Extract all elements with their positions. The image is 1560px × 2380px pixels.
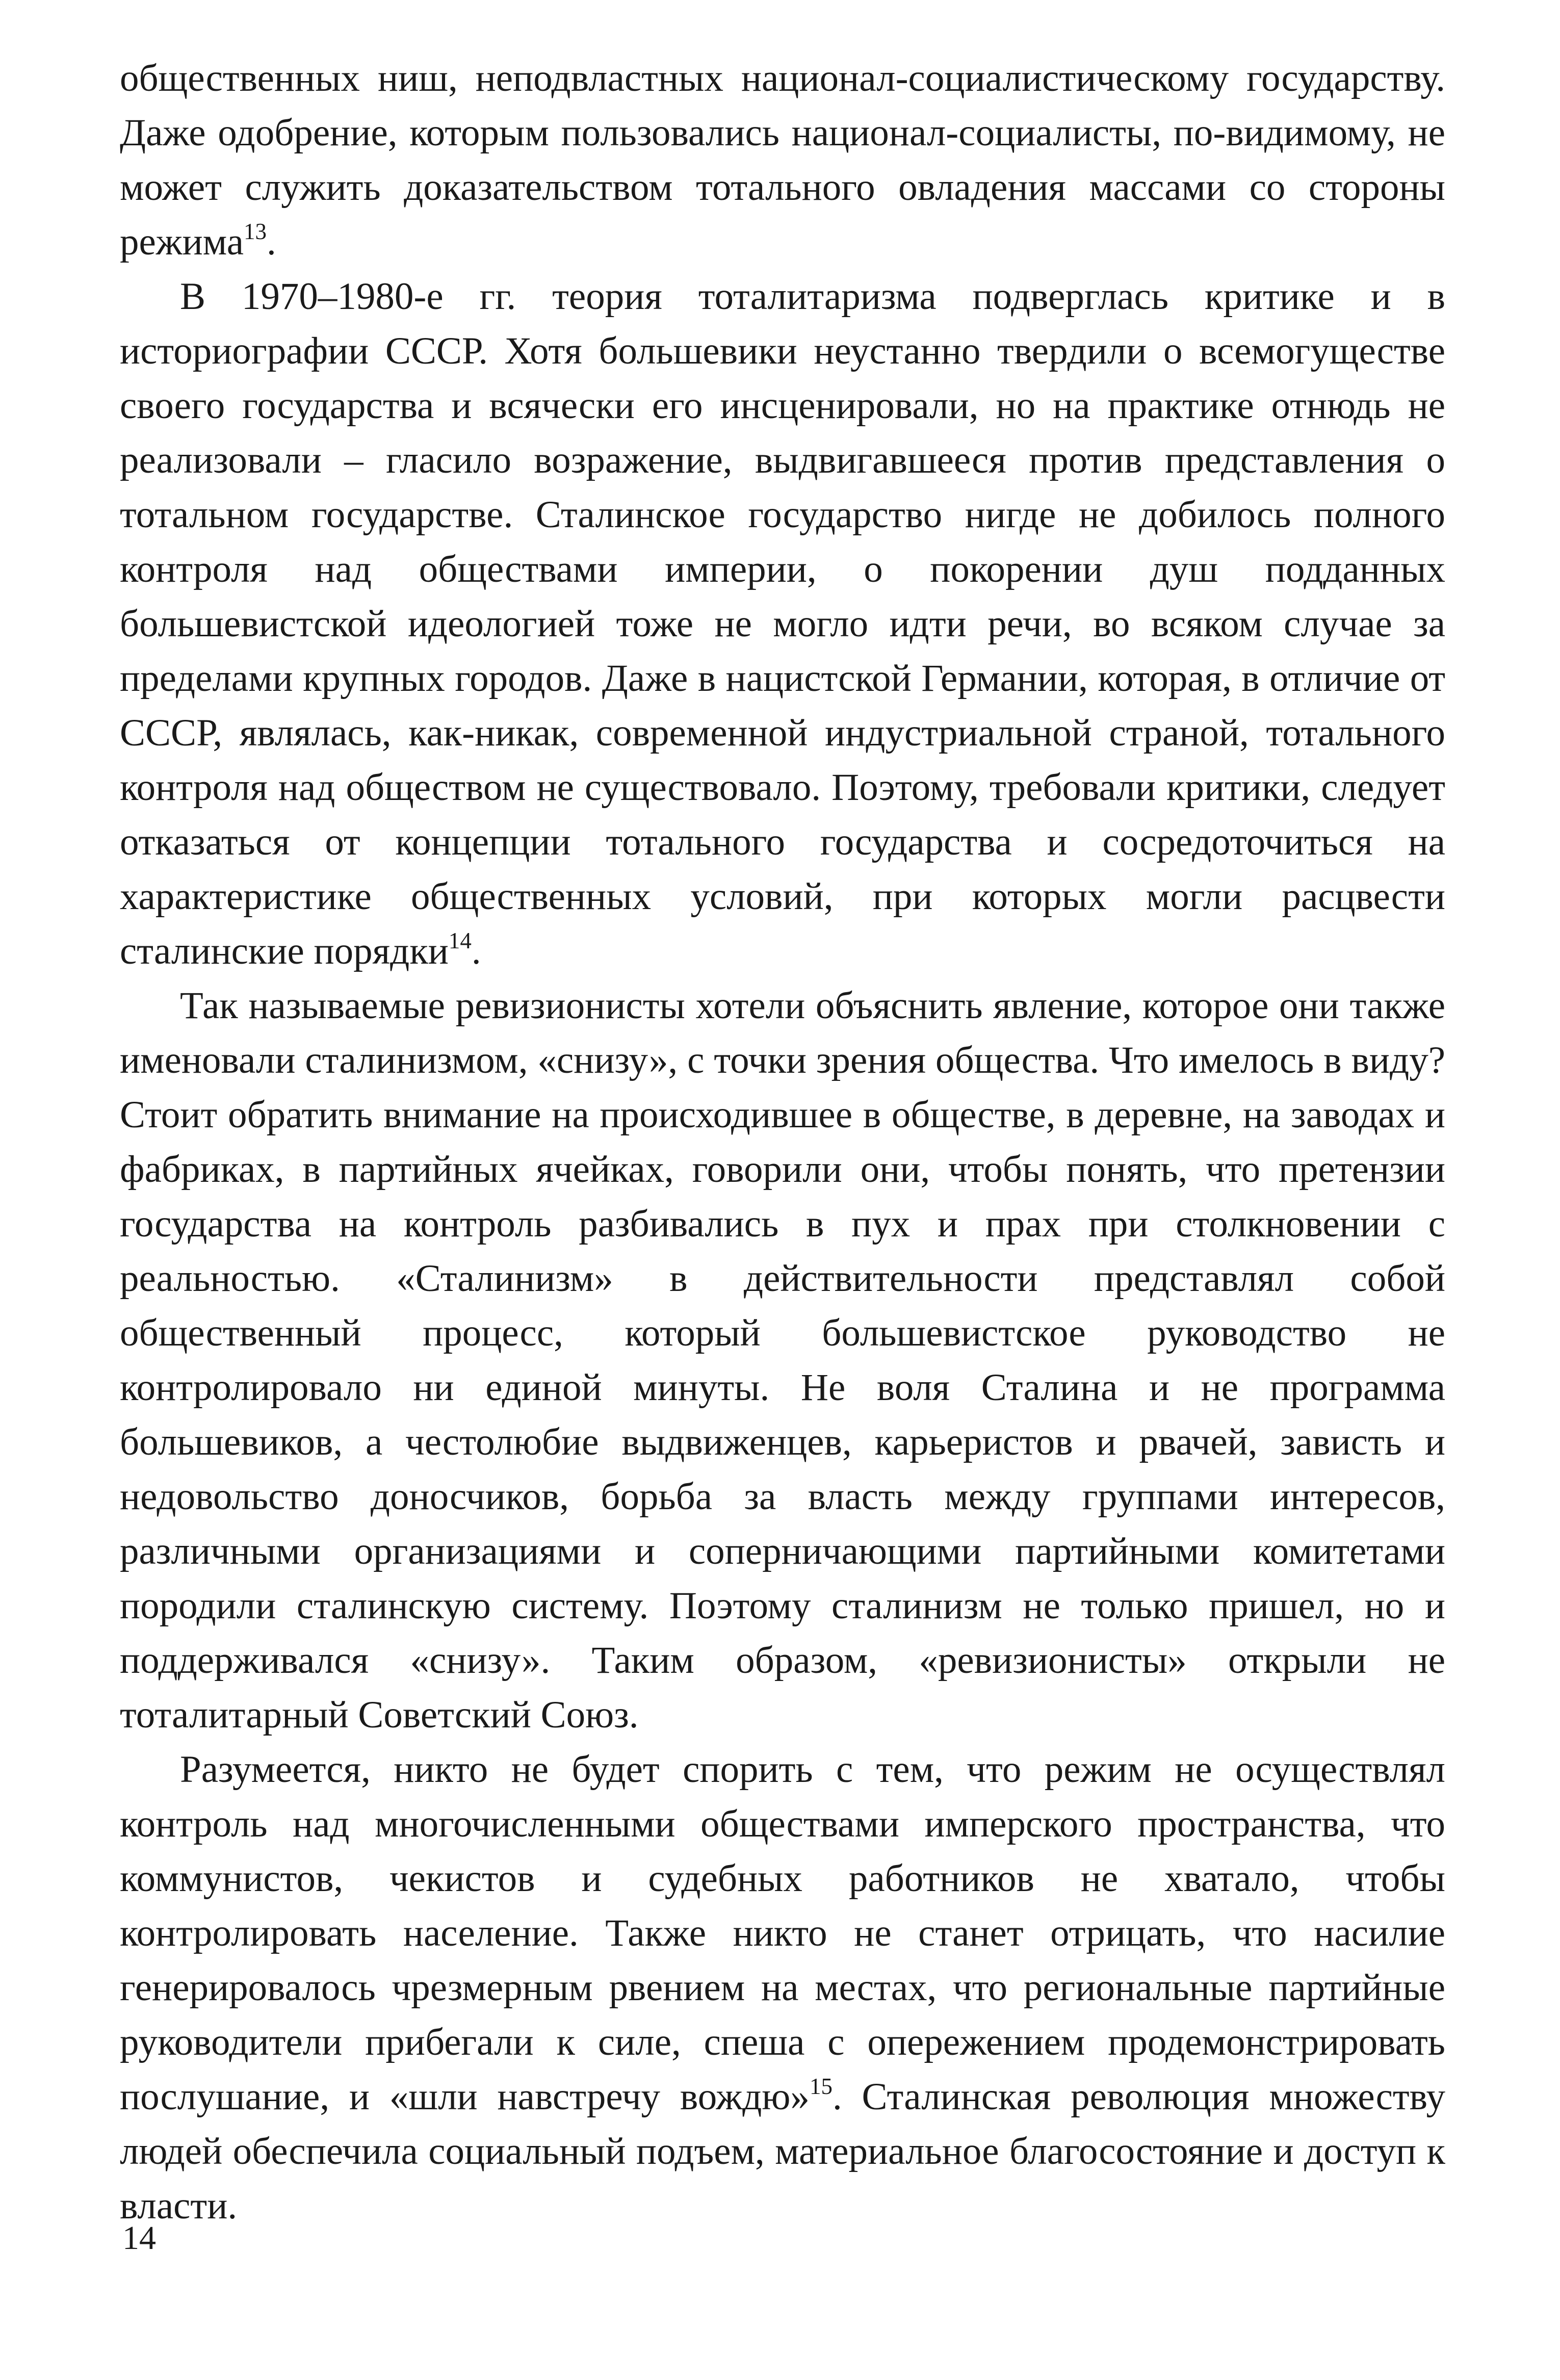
paragraph bbox=[120, 978, 1445, 1742]
paragraph bbox=[120, 51, 1445, 269]
paragraph-text: . Сталинская революция множеству людей обеспечила социальный подъем, материальное благосостояние и доступ к власти. bbox=[120, 2076, 1446, 2227]
book-page bbox=[120, 51, 1445, 2233]
page-number: 14 bbox=[122, 2219, 156, 2257]
paragraph-text: Так называемые ревизионисты хотели объяснить явление, которое они также именовали сталинизмом, «снизу», с точки зрения общества. Что имелось в виду? Стоит обратить внимание на происходившее в обществе, в деревне, на заводах и фабриках, в партийных ячейках, говорили они, чтобы понять, что претензии государства на контроль разбивались в пух и прах при столкновении с реальностью. «Сталинизм» в действительности представлял собой общественный процесс, который большевистское руководство не контролировало ни единой минуты. Не воля Сталина и не программа большевиков, а честолюбие выдвиженцев, карьеристов и рвачей, зависть и недовольство доносчиков, борьба за власть между группами интересов, различными организациями и соперничающими партийными комитетами породили сталинскую систему. Поэтому сталинизм не только пришел, но и поддерживался «снизу». Таким образом, «ревизионисты» открыли не тоталитарный Советский Союз. bbox=[120, 985, 1445, 1736]
paragraph bbox=[120, 269, 1445, 978]
footnote-reference: 13 bbox=[243, 219, 267, 244]
footnote-reference: 14 bbox=[448, 928, 472, 953]
paragraph-text: В 1970–1980-е гг. теория тоталитаризма подверглась критике и в историографии СССР. Хотя большевики неустанно твердили о всемогуществе своего государства и всячески его инсценировали, но на практике отнюдь не реализовали – гласило возражение, выдвигавшееся против представления о тотальном государстве. Сталинское государство нигде не добилось полного контроля над обществами империи, о покорении душ подданных большевистской идеологией тоже не могло идти речи, во всяком случае за пределами крупных городов. Даже в нацистской Германии, которая, в отличие от СССР, являлась, как-никак, современной индустриальной страной, тотального контроля над обществом не существовало. Поэтому, требовали критики, следует отказаться от концепции тотального государства и сосредоточиться на характеристике общественных условий, при которых могли расцвести сталинские порядки bbox=[120, 275, 1445, 972]
paragraph-text: Разумеется, никто не будет спорить с тем, что режим не осуществлял контроль над многочисленными обществами имперского пространства, что коммунистов, чекистов и судебных работников не хватало, чтобы контролировать население. Также никто не станет отрицать, что насилие генерировалось чрезмерным рвением на местах, что региональные партийные руководители прибегали к силе, спеша с опережением продемонстрировать послушание, и «шли навстречу вождю» bbox=[120, 1748, 1445, 2118]
paragraph-text: общественных ниш, неподвластных национал-социалистическому государству. Даже одобрение, которым пользовались национал-социалисты, по-видимому, не может служить доказательством тотального овладения массами со стороны режима bbox=[120, 57, 1445, 263]
paragraph-text: . bbox=[266, 221, 276, 263]
paragraph-text: . bbox=[471, 930, 481, 972]
paragraph bbox=[120, 1742, 1445, 2233]
footnote-reference: 15 bbox=[809, 2074, 833, 2099]
